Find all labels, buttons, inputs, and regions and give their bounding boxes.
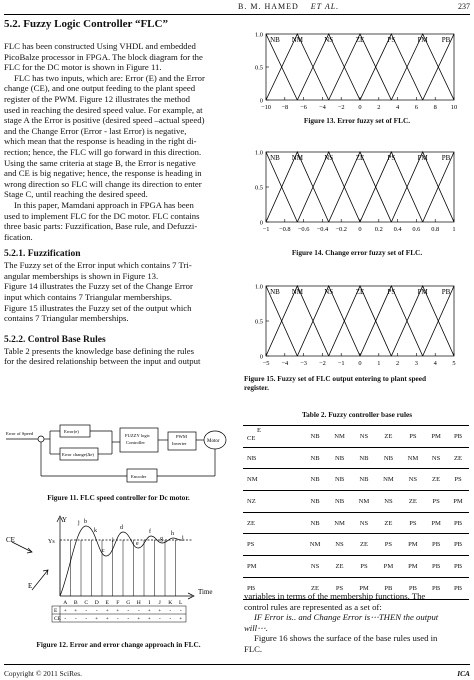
fig12-stage-letter: D xyxy=(94,600,99,606)
fig12-curve-letter: i xyxy=(182,535,184,541)
table-cell: ZE xyxy=(447,447,469,469)
table-cell: NB xyxy=(327,469,351,491)
table-cell: PM xyxy=(447,491,469,513)
mf-x-tick: −0.2 xyxy=(335,226,347,233)
paragraph-5: Table 2 presents the knowledge base defining the rules for the desired relationship between the input and output xyxy=(4,345,201,367)
fig11-change-block: Error change(Δe) xyxy=(62,452,94,457)
fig12-curve-letter: c xyxy=(102,548,105,554)
mf-label-pb: PB xyxy=(441,36,451,44)
mf-triangle-nm xyxy=(266,152,329,222)
mf-label-pm: PM xyxy=(417,288,428,296)
fig12-row-label: E xyxy=(54,608,58,614)
table-cell: PM xyxy=(401,556,425,578)
figure-11-caption: Figure 11. FLC speed controller for Dc motor. xyxy=(47,493,190,502)
table-column-header: PM xyxy=(425,426,447,448)
table-cell: NB xyxy=(352,447,376,469)
fig11-encoder-block: Encoder xyxy=(131,474,147,479)
fig12-sign-cell: + xyxy=(179,616,183,622)
mf-triangle-ps xyxy=(360,152,423,222)
mf-y-tick: 0.5 xyxy=(255,184,263,192)
mf-triangle-ns xyxy=(297,152,360,222)
mf-x-tick: 3 xyxy=(414,360,419,367)
table-cell: NM xyxy=(401,447,425,469)
table-row-header: PB xyxy=(243,577,303,599)
table-cell: NM xyxy=(352,491,376,513)
section-heading-5-2-1: 5.2.1. Fuzzification xyxy=(4,249,81,260)
fig12-sign-cell: - xyxy=(74,616,77,622)
table-column-header: PB xyxy=(447,426,469,448)
table-cell: PB xyxy=(425,556,447,578)
mf-label-nm: NM xyxy=(291,288,303,296)
fig12-stage-letter: I xyxy=(148,600,151,606)
mf-plot-frame xyxy=(266,152,454,222)
mf-label-nm: NM xyxy=(291,154,303,162)
mf-label-pb: PB xyxy=(441,288,451,296)
fig12-sign-cell: + xyxy=(116,608,120,614)
table-cell: PS xyxy=(352,556,376,578)
mf-triangle-pm xyxy=(391,286,454,356)
fig11-flc-block-line2: Controller xyxy=(126,440,145,445)
mf-label-nb: NB xyxy=(270,154,280,162)
fig12-sign-cell: + xyxy=(74,608,78,614)
mf-x-tick: 8 xyxy=(433,104,437,111)
figure-13-caption: Figure 13. Error fuzzy set of FLC. xyxy=(303,116,411,125)
table-column-header: PS xyxy=(401,426,425,448)
mf-label-ns: NS xyxy=(324,288,334,296)
paragraph-4: The Fuzzy set of the Error input which contains 7 Tri- angular memberships is shown in Figure 13. Figure 14 illustrates the Fuzzy set of the Change Error input which contains 7 Triangular memberships. Figure 15 illustrates the Fuzzy set of the output which contains 7 Triangular memberships. xyxy=(4,260,193,324)
mf-triangle-ze xyxy=(329,152,392,222)
figure-12-error-approach xyxy=(2,512,234,630)
mf-x-tick: −5 xyxy=(262,360,270,367)
table-row xyxy=(243,534,469,556)
fig12-ce-label: CE xyxy=(6,536,15,544)
table-row xyxy=(243,512,469,534)
table-row xyxy=(243,469,469,491)
mf-label-ps: PS xyxy=(387,288,396,296)
table-cell: ZE xyxy=(401,491,425,513)
table-cell: NB xyxy=(352,469,376,491)
mf-x-tick: 0 xyxy=(358,104,362,111)
fig11-error-block: Error(e) xyxy=(64,429,79,434)
mf-x-tick: −6 xyxy=(300,104,308,111)
figure-14-caption: Figure 14. Change error fuzzy set of FLC. xyxy=(291,248,423,257)
fig12-stage-letter: E xyxy=(105,600,109,606)
fig12-curve-letter: e xyxy=(136,541,139,547)
table-cell: NS xyxy=(327,534,351,556)
mf-x-tick: 4 xyxy=(433,360,437,367)
fig12-sign-cell: + xyxy=(95,616,99,622)
fig12-stage-letter: G xyxy=(126,600,131,606)
mf-x-tick: −4 xyxy=(318,104,326,111)
fig12-sign-cell: - xyxy=(85,616,88,622)
left-column xyxy=(4,18,233,367)
right-column-text: variables in terms of the membership functions. The control rules are represented as a set of: IF Error is.. and Change Error is⋯THEN the output will⋯. Figure 16 shows the surface of the base rules used in FLC. xyxy=(244,591,439,654)
table-cell: PS xyxy=(401,512,425,534)
fig12-curve-letter: j xyxy=(78,520,80,526)
mf-x-tick: −10 xyxy=(261,104,271,111)
table-row-header: PM xyxy=(243,556,303,578)
mf-x-tick: 2 xyxy=(377,104,381,111)
fig12-sign-cell: - xyxy=(116,616,119,622)
table-row-header: NZ xyxy=(243,491,303,513)
fig12-stage-letter: K xyxy=(168,600,173,606)
table-cell: NS xyxy=(352,512,376,534)
mf-y-tick: 1.0 xyxy=(255,283,263,291)
fig12-y-label: Y xyxy=(62,516,68,524)
table-row-header: ZE xyxy=(243,512,303,534)
table-row xyxy=(243,447,469,469)
mf-triangle-pm xyxy=(391,152,454,222)
header-rule xyxy=(4,14,470,15)
mf-x-tick: 0 xyxy=(358,226,362,233)
footer-rule xyxy=(4,664,470,665)
mf-x-tick: −0.8 xyxy=(279,226,291,233)
fig12-sign-cell: - xyxy=(127,616,130,622)
table-cell: NB xyxy=(327,491,351,513)
fig12-ys-label: Ys xyxy=(48,539,55,545)
table-cell: NB xyxy=(327,447,351,469)
mf-x-tick: −2 xyxy=(318,360,326,367)
fig12-curve-letter: g xyxy=(160,536,163,542)
mf-label-pm: PM xyxy=(417,36,428,44)
fig12-stage-letter: A xyxy=(63,600,68,606)
corner-e-label: E xyxy=(257,427,262,435)
mf-label-ze: ZE xyxy=(355,288,365,296)
header-author: B. M. HAMED ET AL. xyxy=(238,2,340,11)
fig12-sign-cell: - xyxy=(95,608,98,614)
table-column-header: NS xyxy=(352,426,376,448)
mf-label-pb: PB xyxy=(441,154,451,162)
figure-15-output-fuzzy-set xyxy=(244,272,472,372)
mf-label-ns: NS xyxy=(324,36,334,44)
mf-x-tick: 0.8 xyxy=(431,226,440,233)
table-cell: PM xyxy=(401,534,425,556)
paragraph-1: FLC has been constructed Using VHDL and embedded PicoBalze processor in FPGA. The block diagram for the FLC for the DC motor is shown in Figure 11. xyxy=(4,41,203,73)
mf-x-tick: 6 xyxy=(414,104,419,111)
mf-x-tick: 5 xyxy=(452,360,456,367)
table-cell: PM xyxy=(376,556,400,578)
fig12-stage-letter: F xyxy=(116,600,120,606)
table-cell: NS xyxy=(376,491,400,513)
fig12-sign-cell: - xyxy=(169,608,172,614)
fig12-curve-letter: l xyxy=(112,538,114,544)
fig12-stage-letter: J xyxy=(158,600,161,606)
table-cell: PB xyxy=(447,534,469,556)
fig12-sign-cell: + xyxy=(137,616,141,622)
mf-label-ze: ZE xyxy=(355,154,365,162)
fig12-stage-letter: H xyxy=(136,600,141,606)
fig11-motor-block: Motor xyxy=(207,439,220,444)
table-cell: NB xyxy=(303,491,327,513)
fig12-sign-cell: + xyxy=(147,608,151,614)
running-header xyxy=(0,2,474,14)
fig12-sign-cell: + xyxy=(105,616,109,622)
mf-y-tick: 1.0 xyxy=(255,149,263,157)
mf-label-pm: PM xyxy=(417,154,428,162)
table-cell: NM xyxy=(303,534,327,556)
fig11-pwm-block-line2: Inverter xyxy=(172,441,187,446)
mf-x-tick: 1 xyxy=(452,226,456,233)
mf-label-ns: NS xyxy=(324,154,334,162)
table-cell: ZE xyxy=(352,534,376,556)
mf-triangle-ze xyxy=(329,286,392,356)
table-cell: NS xyxy=(401,469,425,491)
table-cell: PS xyxy=(447,469,469,491)
table-cell: NB xyxy=(303,469,327,491)
table-cell: ZE xyxy=(425,469,447,491)
fig12-sign-cell: + xyxy=(147,616,151,622)
mf-x-tick: −3 xyxy=(300,360,308,367)
fig11-flc-block-line1: FUZZY logic xyxy=(125,433,150,438)
mf-label-ze: ZE xyxy=(355,36,365,44)
mf-y-tick: 0 xyxy=(259,97,263,105)
table-cell: PS xyxy=(425,491,447,513)
fig12-curve-letter: b xyxy=(84,519,87,525)
corner-ce-label: CE xyxy=(247,435,256,443)
mf-x-tick: 0 xyxy=(358,360,362,367)
mf-x-tick: 0.6 xyxy=(412,226,421,233)
table-cell: NS xyxy=(303,556,327,578)
table-row-header: NB xyxy=(243,447,303,469)
table-cell: PM xyxy=(352,577,376,599)
fig12-sign-cell: - xyxy=(85,608,88,614)
figure-12-caption: Figure 12. Error and error change approach in FLC. xyxy=(36,640,201,649)
figure-13-error-fuzzy-set xyxy=(244,20,472,114)
fig12-sign-cell: - xyxy=(64,616,67,622)
fig12-curve-letter: d xyxy=(120,525,123,531)
table-cell: ZE xyxy=(376,512,400,534)
fig12-curve-letter: k xyxy=(94,528,97,534)
table-2-caption: Table 2. Fuzzy controller base rules xyxy=(301,410,413,419)
figure-14-change-error-fuzzy-set xyxy=(244,138,472,238)
mf-plot-frame xyxy=(266,286,454,356)
fig11-pwm-block-line1: PWM xyxy=(176,434,187,439)
fig12-stage-letter: B xyxy=(73,600,78,606)
table-cell: PB xyxy=(425,577,447,599)
mf-x-tick: −0.4 xyxy=(316,226,329,233)
mf-x-tick: −1 xyxy=(262,226,270,233)
mf-triangle-ps xyxy=(360,286,423,356)
table-corner-cell xyxy=(243,426,303,448)
figure-15-caption: Figure 15. Fuzzy set of FLC output entering to plant speed register. xyxy=(244,374,427,392)
table-row-header: NM xyxy=(243,469,303,491)
mf-x-tick: 0.2 xyxy=(374,226,383,233)
section-heading-5-2: 5.2. Fuzzy Logic Controller “FLC” xyxy=(4,18,168,30)
table-cell: ZE xyxy=(303,577,327,599)
mf-label-nm: NM xyxy=(291,36,303,44)
mf-x-tick: 0.4 xyxy=(393,226,402,233)
mf-x-tick: −8 xyxy=(281,104,289,111)
mf-label-ps: PS xyxy=(387,36,396,44)
fig12-curve-letter: h xyxy=(171,531,174,537)
paragraph-3: In this paper, Mamdani approach in FPGA has been used to implement FLC for the DC motor. FLC contains three basic parts: Fuzzification, Base rule, and Defuzzi- fication. xyxy=(4,199,200,242)
footer-copyright: Copyright © 2011 SciRes. xyxy=(4,669,83,678)
table-cell: PB xyxy=(447,577,469,599)
table-cell: NM xyxy=(327,512,351,534)
table-cell: NB xyxy=(303,447,327,469)
mf-x-tick: −0.6 xyxy=(297,226,310,233)
mf-y-tick: 0.5 xyxy=(255,64,263,72)
table-cell: PB xyxy=(447,556,469,578)
mf-x-tick: −4 xyxy=(281,360,289,367)
mf-x-tick: 1 xyxy=(377,360,381,367)
mf-y-tick: 1.0 xyxy=(255,31,263,39)
mf-label-ps: PS xyxy=(387,154,396,162)
table-row xyxy=(243,491,469,513)
mf-x-tick: 10 xyxy=(450,104,458,111)
table-cell: PS xyxy=(376,534,400,556)
fig12-stage-letter: C xyxy=(84,600,89,606)
fig12-sign-cell: + xyxy=(63,608,67,614)
fig12-time-label: Time xyxy=(198,588,213,596)
figure-11-block-diagram xyxy=(2,424,234,492)
mf-label-nb: NB xyxy=(270,36,280,44)
table-cell: NB xyxy=(303,512,327,534)
table-cell: PB xyxy=(425,534,447,556)
fig12-sign-cell: - xyxy=(137,608,140,614)
table-cell: PB xyxy=(447,512,469,534)
table-column-header: NM xyxy=(327,426,351,448)
table-cell: NS xyxy=(425,447,447,469)
fig11-input-label: Error of Speed xyxy=(6,431,34,436)
table-row-header: PS xyxy=(243,534,303,556)
fig12-sign-cell: + xyxy=(105,608,109,614)
fig12-curve-letter: f xyxy=(149,529,151,535)
table-cell: PB xyxy=(401,577,425,599)
table-cell: NM xyxy=(376,469,400,491)
mf-x-tick: 4 xyxy=(395,104,400,111)
table-cell: NB xyxy=(376,447,400,469)
mf-triangle-ns xyxy=(297,286,360,356)
fig12-stage-letter: L xyxy=(179,600,183,606)
mf-x-tick: −1 xyxy=(337,360,345,367)
fig12-sign-cell: + xyxy=(158,608,162,614)
table-column-header: ZE xyxy=(376,426,400,448)
fig12-row-label: CE xyxy=(54,616,61,622)
mf-y-tick: 0.5 xyxy=(255,318,263,326)
footer-journal: ICA xyxy=(457,669,470,678)
fig12-sign-cell: - xyxy=(127,608,130,614)
header-page-number: 237 xyxy=(458,2,470,11)
table-2-base-rules xyxy=(243,425,469,600)
table-row xyxy=(243,556,469,578)
table-cell: ZE xyxy=(327,556,351,578)
mf-label-nb: NB xyxy=(270,288,280,296)
fig12-sign-cell: - xyxy=(179,608,182,614)
mf-y-tick: 0 xyxy=(259,219,263,227)
table-column-header: NB xyxy=(303,426,327,448)
fig12-e-label: E xyxy=(28,582,33,590)
mf-y-tick: 0 xyxy=(259,353,263,361)
table-cell: PB xyxy=(376,577,400,599)
table-cell: PM xyxy=(425,512,447,534)
paragraph-2: FLC has two inputs, which are: Error (E) and the Error change (CE), and one output feeding to the plant speed register of the PWM. Figure 12 illustrates the method used in reaching the desired speed value. For example, at stage A the Error is positive (desired speed –actual speed) and the Change Error (Error - last Error) is negative, which mean that the response is heading in the right di- rection; hence, the FLC will go forward in this direction. Using the same criteria at stage B, the Error is negative and CE is big negative; hence, the response is heading in wrong direction so FLC will change its direction to enter Stage C, until reaching the desired speed. xyxy=(4,72,205,200)
mf-x-tick: −2 xyxy=(337,104,345,111)
table-cell: PS xyxy=(327,577,351,599)
fig12-sign-cell: - xyxy=(169,616,172,622)
fig12-sign-cell: - xyxy=(158,616,161,622)
section-heading-5-2-2: 5.2.2. Control Base Rules xyxy=(4,334,106,345)
mf-triangle-nm xyxy=(266,286,329,356)
mf-x-tick: 2 xyxy=(395,360,400,367)
